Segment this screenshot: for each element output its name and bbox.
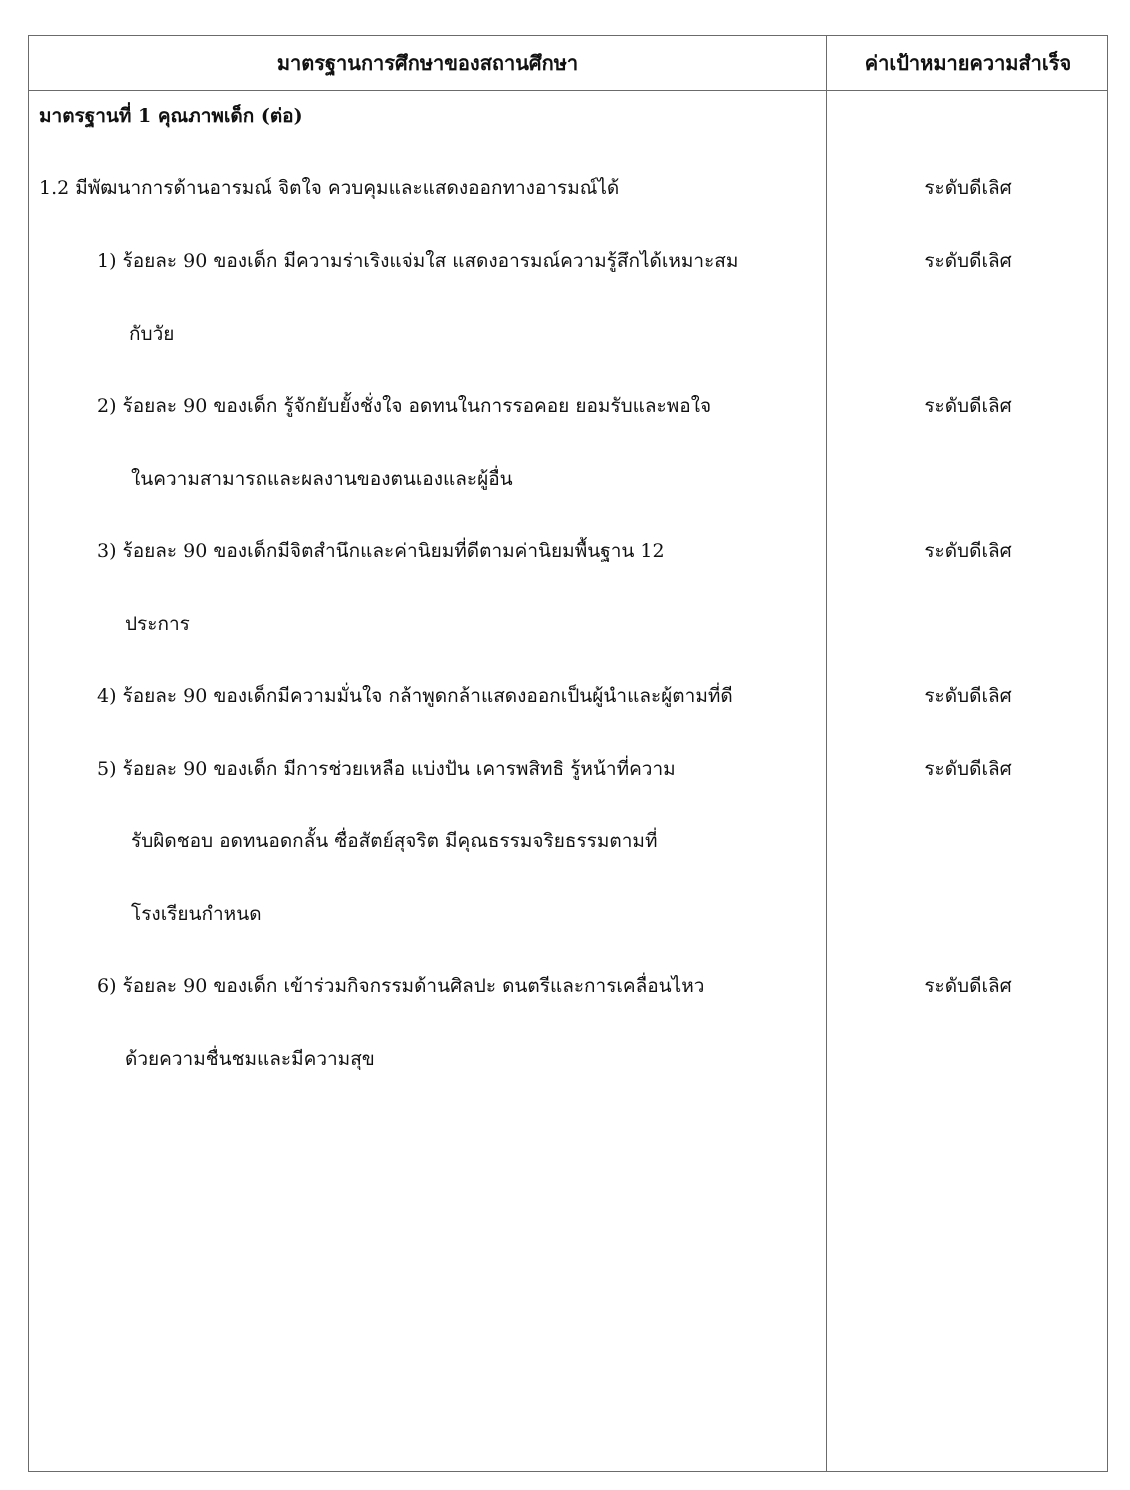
item-6-line-1: 6) ร้อยละ 90 ของเด็ก เข้าร่วมกิจกรรมด้านศิลปะ ดนตรีและการเคลื่อนไหว xyxy=(97,975,705,997)
sub-standard-title: 1.2 มีพัฒนาการด้านอารมณ์ จิตใจ ควบคุมและแสดงออกทางอารมณ์ได้ xyxy=(39,177,620,199)
item-1-target: ระดับดีเลิศ xyxy=(924,250,1012,272)
header-standards: มาตรฐานการศึกษาของสถานศึกษา xyxy=(276,51,579,75)
item-2-line-2: ในความสามารถและผลงานของตนเองและผู้อื่น xyxy=(131,468,513,490)
item-4-line-1: 4) ร้อยละ 90 ของเด็กมีความมั่นใจ กล้าพูดกล้าแสดงออกเป็นผู้นำและผู้ตามที่ดี xyxy=(97,685,733,707)
item-5-target: ระดับดีเลิศ xyxy=(924,758,1012,780)
item-2-line-1: 2) ร้อยละ 90 ของเด็ก รู้จักยับยั้งชั่งใจ อดทนในการรอคอย ยอมรับและพอใจ xyxy=(97,395,712,417)
item-3-line-1: 3) ร้อยละ 90 ของเด็กมีจิตสำนึกและค่านิยมที่ดีตามค่านิยมพื้นฐาน 12 xyxy=(97,540,665,562)
item-4-target: ระดับดีเลิศ xyxy=(924,685,1012,707)
item-1-line-1: 1) ร้อยละ 90 ของเด็ก มีความร่าเริงแจ่มใส แสดงอารมณ์ความรู้สึกได้เหมาะสม xyxy=(97,250,739,272)
item-3-line-2: ประการ xyxy=(125,613,190,635)
header-target: ค่าเป้าหมายความสำเร็จ xyxy=(864,51,1072,75)
item-3-target: ระดับดีเลิศ xyxy=(924,540,1012,562)
item-6-target: ระดับดีเลิศ xyxy=(924,975,1012,997)
item-2-target: ระดับดีเลิศ xyxy=(924,395,1012,417)
sub-standard-target: ระดับดีเลิศ xyxy=(924,177,1012,199)
section-title: มาตรฐานที่ 1 คุณภาพเด็ก (ต่อ) xyxy=(39,105,303,127)
header-divider xyxy=(29,90,1107,91)
standards-table xyxy=(28,35,1108,1472)
item-1-line-2: กับวัย xyxy=(129,323,175,345)
item-6-line-2: ด้วยความชื่นชมและมีความสุข xyxy=(125,1048,375,1070)
item-5-line-1: 5) ร้อยละ 90 ของเด็ก มีการช่วยเหลือ แบ่งปัน เคารพสิทธิ รู้หน้าที่ความ xyxy=(97,758,676,780)
item-5-line-3: โรงเรียนกำหนด xyxy=(131,903,262,925)
item-5-line-2: รับผิดชอบ อดทนอดกลั้น ซื่อสัตย์สุจริต มีคุณธรรมจริยธรรมตามที่ xyxy=(131,830,658,852)
